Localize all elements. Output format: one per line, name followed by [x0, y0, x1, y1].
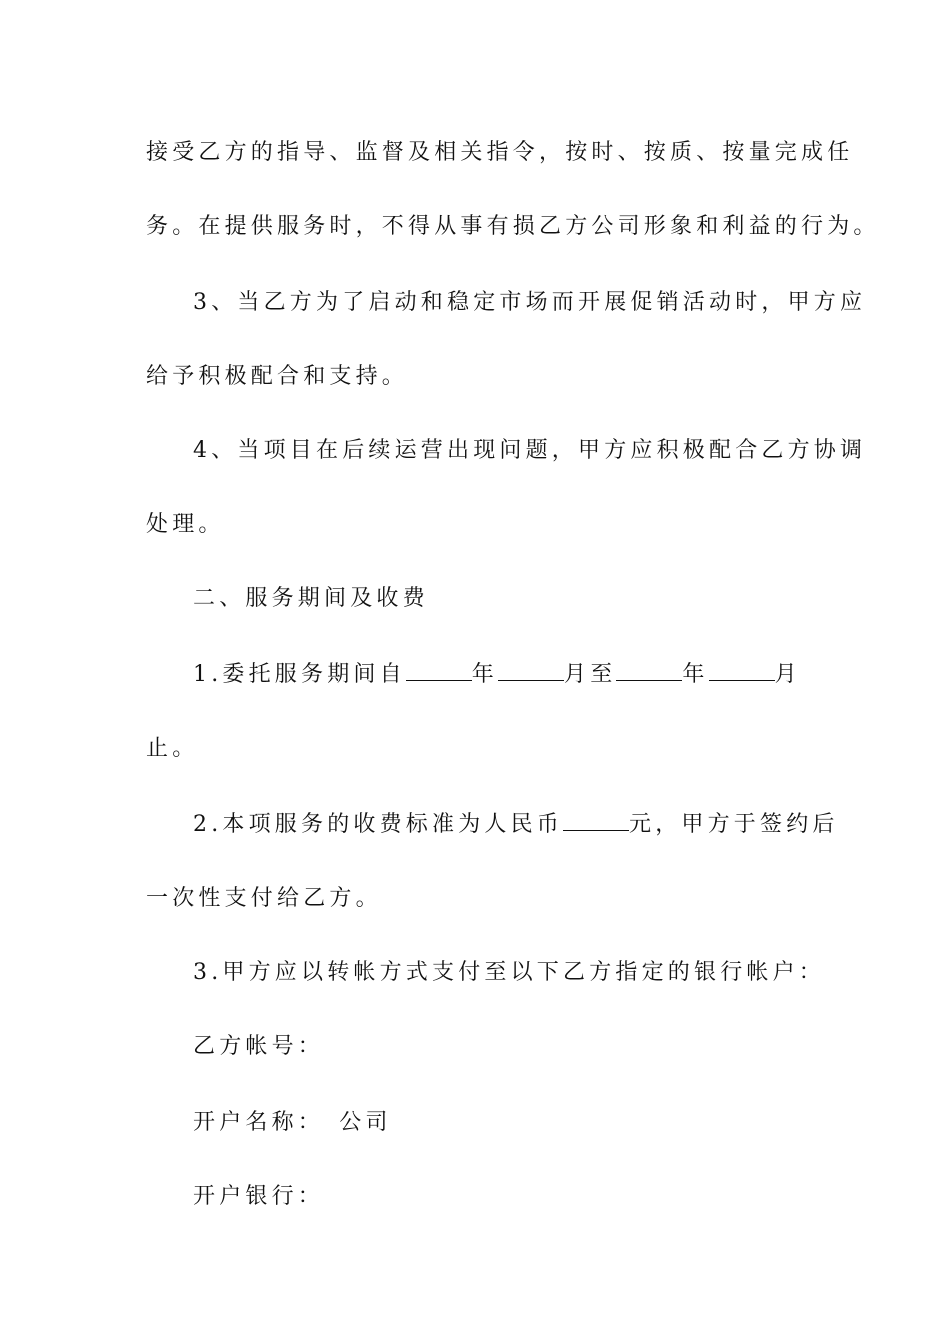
month-label: 月 — [774, 662, 801, 687]
clause-4-line: 4、当项目在后续运营出现问题，甲方应积极配合乙方协调 — [193, 438, 867, 463]
blank-end-month — [709, 662, 775, 681]
service-term-continuation: 止。 — [146, 736, 199, 761]
fee-suffix: 元，甲方于签约后 — [629, 812, 839, 837]
year-label: 年 — [682, 662, 709, 687]
service-term-line — [193, 660, 806, 690]
service-term-prefix: 1.委托服务期间自 — [193, 662, 406, 687]
blank-start-year — [406, 662, 472, 681]
blank-fee-amount — [563, 812, 629, 831]
clause-3-line: 3、当乙方为了启动和稳定市场而开展促销活动时，甲方应 — [193, 290, 867, 315]
fee-prefix: 2.本项服务的收费标准为人民币 — [193, 812, 563, 837]
section-heading: 二、服务期间及收费 — [193, 586, 429, 611]
year-label: 年 — [471, 662, 498, 687]
bank-label: 开户银行： — [193, 1184, 325, 1209]
payment-line: 3.甲方应以转帐方式支付至以下乙方指定的银行帐户： — [193, 960, 825, 985]
clause-3-continuation: 给予积极配合和支持。 — [146, 364, 409, 389]
fee-line — [193, 810, 839, 840]
account-name-label: 开户名称： 公司 — [193, 1110, 392, 1135]
blank-end-year — [616, 662, 682, 681]
account-number-label: 乙方帐号： — [193, 1034, 325, 1059]
paragraph-line: 务。在提供服务时，不得从事有损乙方公司形象和利益的行为。 — [146, 214, 880, 239]
blank-start-month — [498, 662, 564, 681]
paragraph-line: 接受乙方的指导、监督及相关指令，按时、按质、按量完成任 — [146, 140, 854, 165]
clause-4-continuation: 处理。 — [146, 512, 225, 537]
fee-continuation: 一次性支付给乙方。 — [146, 886, 382, 911]
month-to-label: 月至 — [564, 662, 617, 687]
